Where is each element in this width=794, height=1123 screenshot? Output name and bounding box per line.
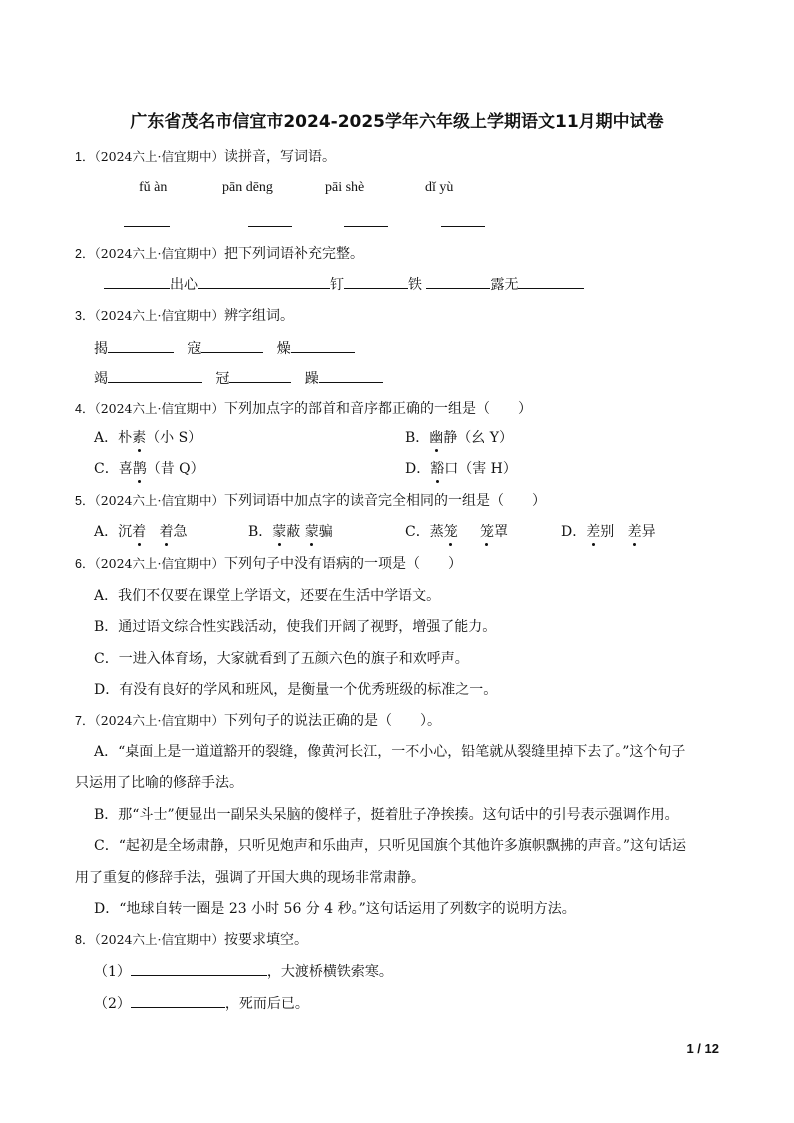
q5-option-a[interactable]: A．沉着 着急 <box>94 524 188 540</box>
q3-row-2: 竭 冠 躁 <box>94 368 383 389</box>
question-8: 8．（2024六上·信宜期中）按要求填空。 <box>75 932 308 948</box>
answer-blank[interactable] <box>108 338 174 353</box>
question-3: 3．（2024六上·信宜期中）辨字组词。 <box>75 308 294 324</box>
answer-blank[interactable] <box>198 274 330 289</box>
q7-option-a[interactable]: A．“桌面上是一道道豁开的裂缝，像黄河长江，一不小心，铅笔就从裂缝里掉下去了。”这个句子 <box>94 744 686 760</box>
q7-option-a-cont: 只运用了比喻的修辞手法。 <box>75 775 243 791</box>
question-7: 7．（2024六上·信宜期中）下列句子的说法正确的是（ ）。 <box>75 713 441 729</box>
question-5: 5．（2024六上·信宜期中）下列词语中加点字的读音完全相同的一组是（ ） <box>75 493 546 509</box>
question-2: 2．（2024六上·信宜期中）把下列词语补充完整。 <box>75 246 364 262</box>
question-6: 6．（2024六上·信宜期中）下列句子中没有语病的一项是（ ） <box>75 556 462 572</box>
q4-option-b[interactable]: B．幽静（幺 Y） <box>405 430 513 446</box>
answer-blank[interactable] <box>344 274 408 289</box>
q8-item-1: （1） ，大渡桥横铁索寒。 <box>94 961 393 982</box>
q3-row-1: 揭 寇 燥 <box>94 338 355 359</box>
question-4: 4．（2024六上·信宜期中）下列加点字的部首和音序都正确的一组是（ ） <box>75 401 532 417</box>
answer-blank[interactable] <box>291 338 355 353</box>
answer-blank[interactable] <box>426 274 490 289</box>
answer-blank[interactable] <box>319 368 383 383</box>
q4-option-d[interactable]: D．豁口（害 H） <box>405 461 517 477</box>
q5-option-c[interactable]: C．蒸笼 笼罩 <box>405 524 508 540</box>
q7-option-c-cont: 用了重复的修辞手法，强调了开国大典的现场非常肃静。 <box>75 870 425 886</box>
pinyin-1: fǔ àn <box>139 180 168 195</box>
page-title: 广东省茂名市信宜市2024-2025学年六年级上学期语文11月期中试卷 <box>130 112 664 132</box>
answer-blank[interactable] <box>229 368 291 383</box>
pinyin-3: pāi shè <box>325 180 365 195</box>
answer-blank[interactable] <box>131 961 267 976</box>
answer-blank[interactable] <box>441 226 485 227</box>
q6-option-b[interactable]: B．通过语文综合性实践活动，使我们开阔了视野，增强了能力。 <box>94 619 497 635</box>
q6-option-c[interactable]: C．一进入体育场，大家就看到了五颜六色的旗子和欢呼声。 <box>94 651 469 667</box>
pinyin-4: dǐ yù <box>425 180 454 195</box>
answer-blank[interactable] <box>124 226 170 227</box>
q7-option-b[interactable]: B．那“斗士”便显出一副呆头呆脑的傻样子，挺着肚子净挨揍。这句话中的引号表示强调作用。 <box>94 807 679 823</box>
q8-item-2: （2） ，死而后已。 <box>94 993 309 1014</box>
q6-option-a[interactable]: A．我们不仅要在课堂上学语文，还要在生活中学语文。 <box>94 588 441 604</box>
question-1: 1．（2024六上·信宜期中）读拼音，写词语。 <box>75 149 336 165</box>
answer-blank[interactable] <box>518 274 584 289</box>
q6-option-d[interactable]: D．有没有良好的学风和班风，是衡量一个优秀班级的标准之一。 <box>94 682 498 698</box>
q7-option-d[interactable]: D．“地球自转一圈是 23 小时 56 分 4 秒。”这句话运用了列数字的说明方法。 <box>94 901 576 917</box>
answer-blank[interactable] <box>248 226 292 227</box>
answer-blank[interactable] <box>344 226 388 227</box>
answer-blank[interactable] <box>108 368 202 383</box>
q7-option-c[interactable]: C．“起初是全场肃静，只听见炮声和乐曲声，只听见国旗个其他许多旗帜飘拂的声音。”这句话运 <box>94 838 687 854</box>
q4-option-c[interactable]: C．喜鹊（昔 Q） <box>94 461 205 477</box>
q5-option-b[interactable]: B．蒙蔽 蒙骗 <box>248 524 333 540</box>
page-number: 1 / 12 <box>686 1041 719 1056</box>
pinyin-2: pān dēng <box>222 180 273 195</box>
answer-blank[interactable] <box>201 338 263 353</box>
answer-blank[interactable] <box>131 993 225 1008</box>
answer-blank[interactable] <box>104 274 170 289</box>
q4-option-a[interactable]: A．朴素（小 S） <box>94 430 203 446</box>
q2-fill-row: 出心 钉 铁 露无 <box>104 274 584 295</box>
q5-option-d[interactable]: D．差别 差异 <box>561 524 656 540</box>
